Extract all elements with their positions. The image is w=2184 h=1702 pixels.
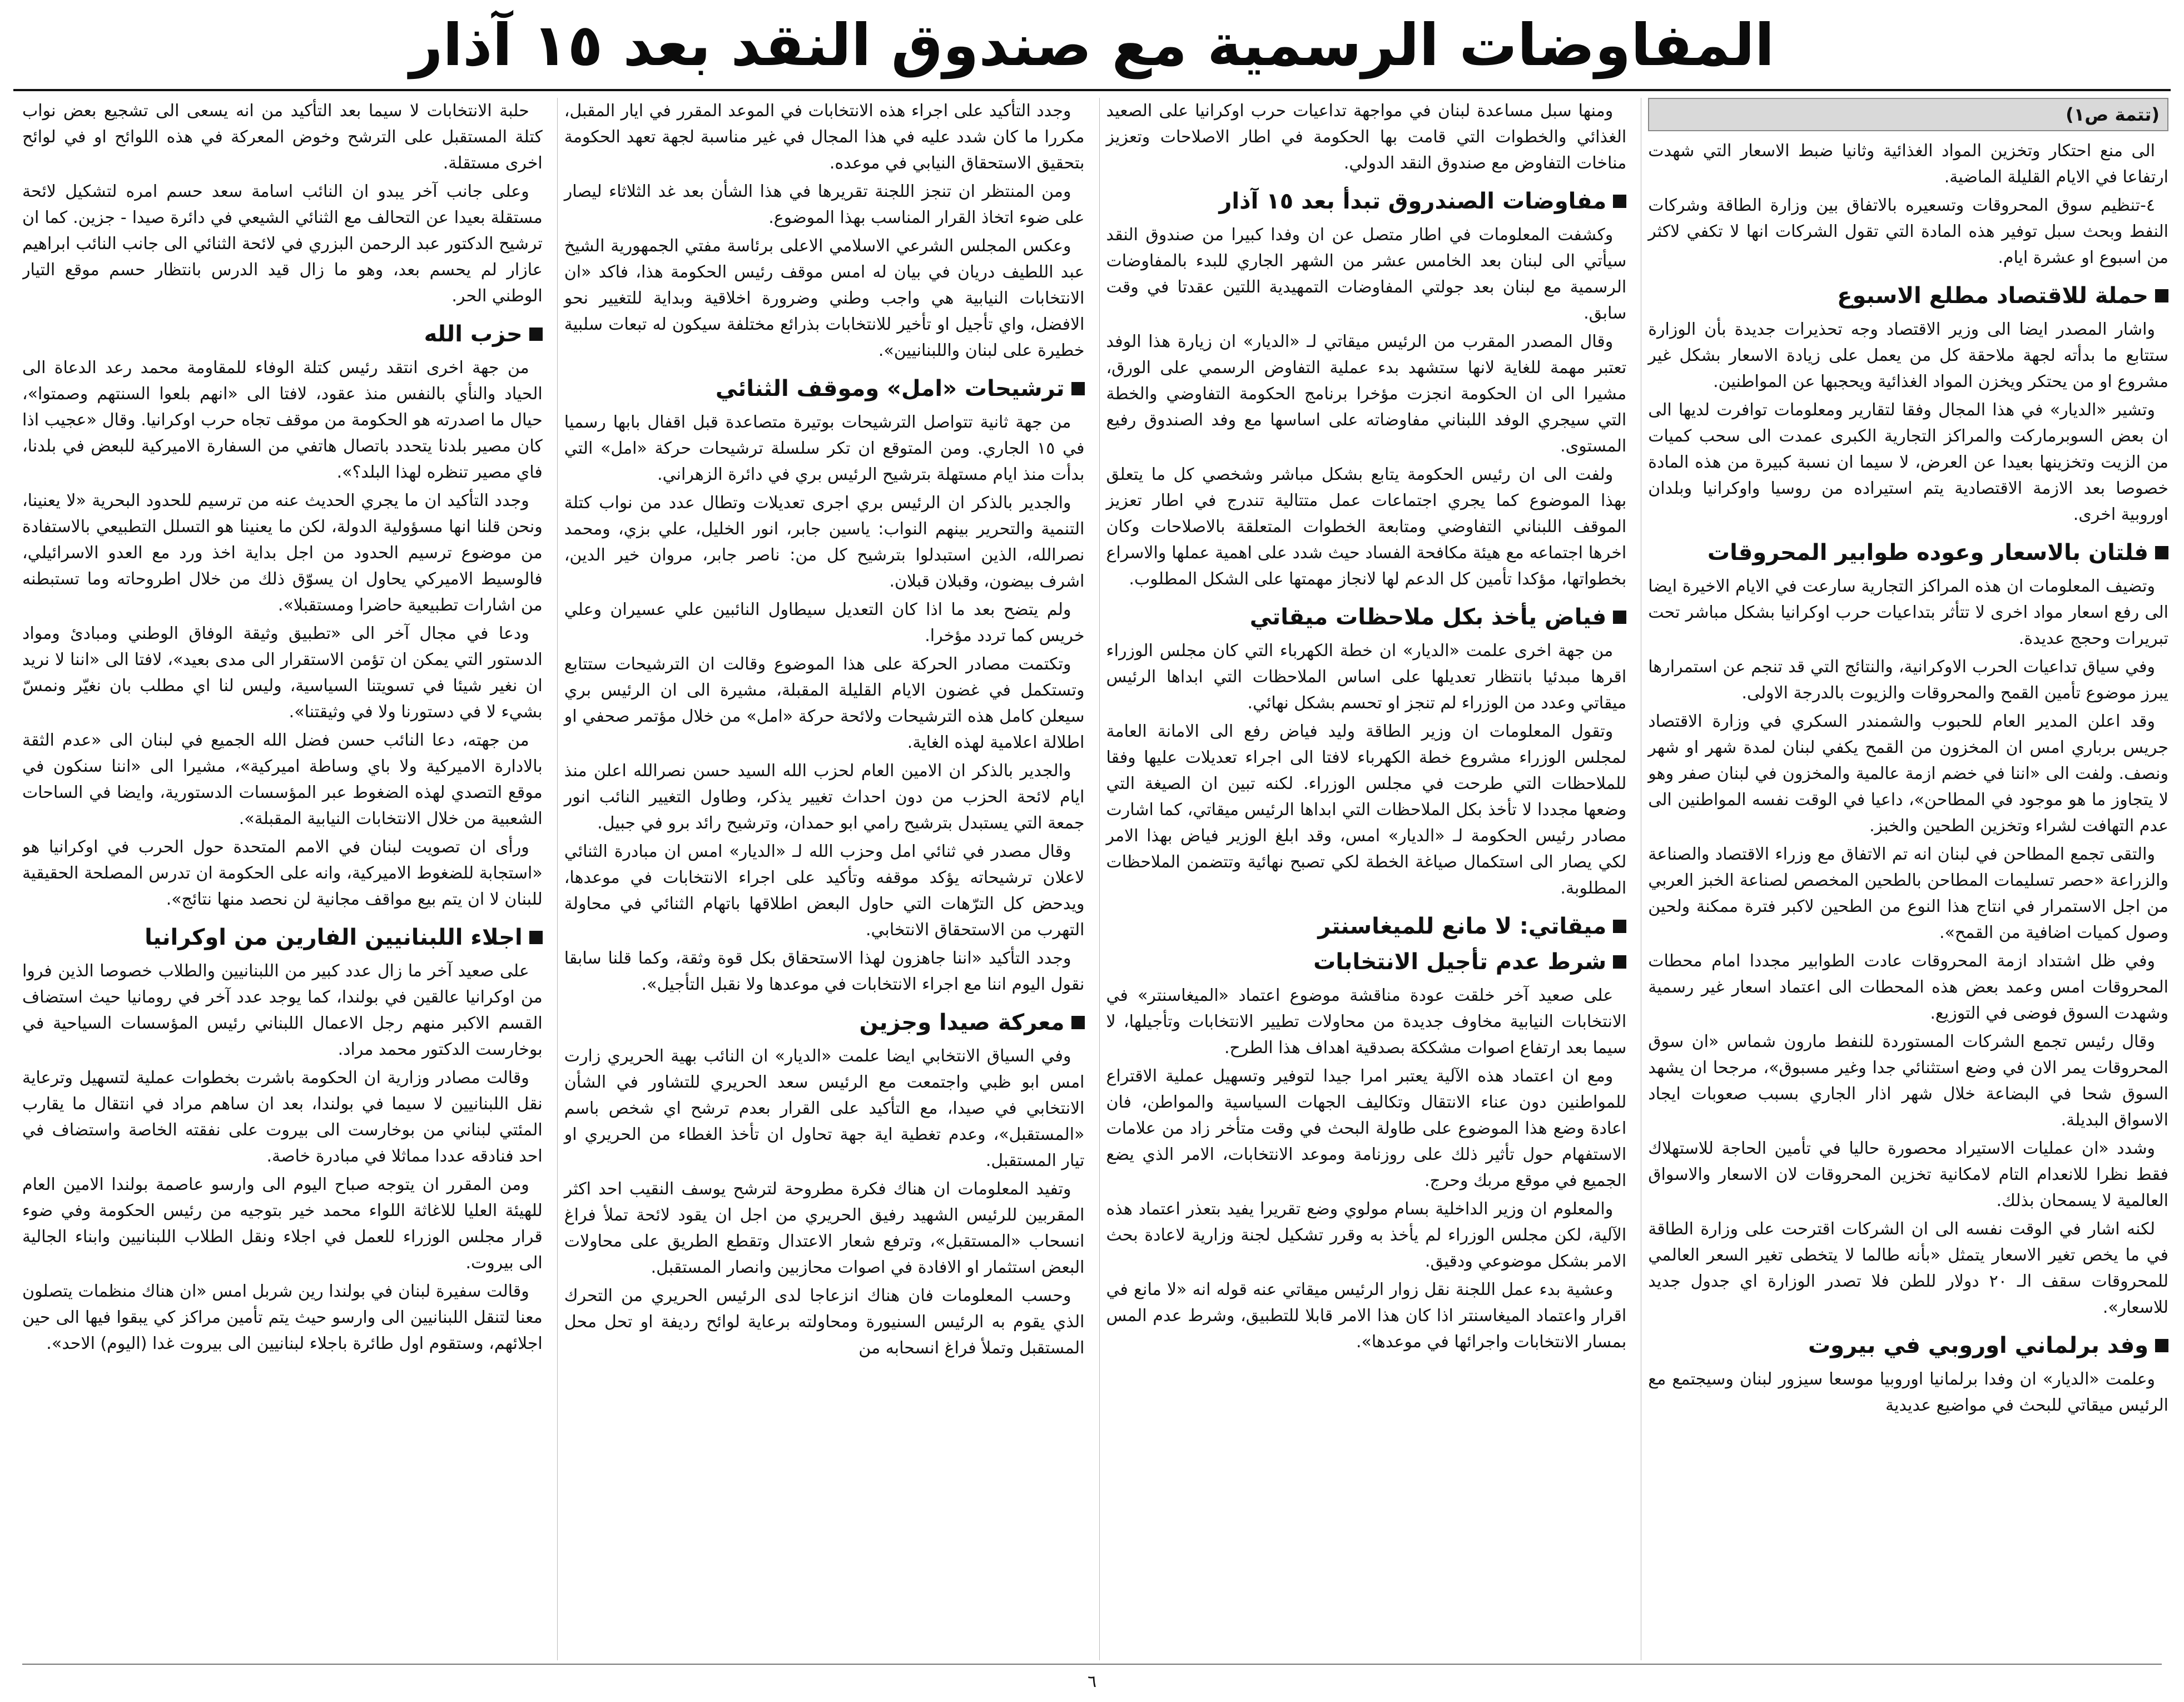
square-bullet-icon <box>1071 1016 1085 1029</box>
section-heading-text: وفد برلماني اوروبي في بيروت <box>1808 1333 2148 1358</box>
section-heading-text: فياض يأخذ بكل ملاحظات ميقاتي <box>1249 604 1607 630</box>
section-heading-text: ترشيحات «امل» وموقف الثنائي <box>715 376 1065 401</box>
paragraph: وتفيد المعلومات ان هناك فكرة مطروحة لترشح يوسف النقيب احد اكثر المقربين للرئيس الشهيد رفيق الحريري من اجل ان يقود لائحة تملأ فراغ انسحاب «المستقبل»، وترفع شعار الاعتدال وتقطع الطريق على محاولات البعض استثمار او الافادة في اصوات محازبين وانصار المستقبل. <box>564 1179 1085 1277</box>
paragraph: وقالت مصادر وزارية ان الحكومة باشرت بخطوات عملية لتسهيل وترعاية نقل اللبنانيين لا سيما في بولندا، بعد ان ساهم مراد في انتقال ما يقارب المئتي لبناني من بوخارست الى بيروت على نفقته الخاصة واستضاف في احد فنادقه عددا مماثلا في مبادرة خاصة. <box>22 1068 543 1166</box>
section-heading <box>1648 538 2168 568</box>
square-bullet-icon <box>1613 611 1626 624</box>
continuation-label: (تتمة ص١) <box>1648 98 2168 131</box>
paragraph: ومن المقرر ان يتوجه صباح اليوم الى وارسو عاصمة بولندا الامين العام للهيئة العليا للاغاثة اللواء محمد خير بتوجيه من رئيس الحكومة وفي ضوء قرار مجلس الوزراء للعمل في اجلاء ونقل الطلاب اللبنانيين وابناء الجالية الى بيروت. <box>22 1175 543 1273</box>
section-heading <box>564 1008 1085 1038</box>
square-bullet-icon <box>2155 1339 2168 1352</box>
headline-rule <box>13 89 2171 91</box>
section-heading-text: شرط عدم تأجيل الانتخابات <box>1313 949 1607 975</box>
square-bullet-icon <box>1071 382 1085 395</box>
section-heading <box>1106 911 1627 941</box>
paragraph: ورأى ان تصويت لبنان في الامم المتحدة حول الحرب في اوكرانيا هو «استجابة للضغوط الاميركية، وانه على الحكومة ان تدرس المصلحة الحقيقية للبنان لا ان يتم بيع مواقف مجانية لن نحصد منها نتائج». <box>22 837 543 909</box>
paragraph: وعلمت «الديار» ان وفدا برلمانيا اوروبيا موسعا سيزور لبنان وسيجتمع مع الرئيس ميقاتي للبحث في مواضيع عديدية <box>1648 1369 2168 1415</box>
paragraph: وشدد «ان عمليات الاستيراد محصورة حاليا في تأمين الحاجة للاستهلاك فقط نظرا للانعدام التام لامكانية تخزين المحروقات لان الاسعار والاسواق العالمية لا يسمحان بذلك. <box>1648 1139 2168 1210</box>
paragraph: ٤-تنظيم سوق المحروقات وتسعيره بالاتفاق بين وزارة الطاقة وشركات النفط وبحث سبل توفير هذه المادة التي تقول الشركات انها لا تكفي لاكثر من اسبوع او عشرة ايام. <box>1648 196 2168 267</box>
paragraph: وعلى جانب آخر يبدو ان النائب اسامة سعد حسم امره لتشكيل لائحة مستقلة بعيدا عن التحالف مع الثنائي الشيعي في دائرة صيدا - جزين. كما ان ترشيح الدكتور عبد الرحمن البزري في لائحة الثنائي الى جانب النائب ابراهيم عازار لم يحسم بعد، وهو ما زال قيد الدرس بانتظار حسم موقع التيار الوطني الحر. <box>22 182 543 306</box>
paragraph: حلبة الانتخابات لا سيما بعد التأكيد من انه يسعى الى تشجيع بعض نواب كتلة المستقبل على الترشح وخوض المعركة في هذه اللوائح او في لوائح اخرى مستقلة. <box>22 101 543 173</box>
paragraph: ومن المنتظر ان تنجز اللجنة تقريرها في هذا الشأن بعد غد الثلاثاء ليصار على ضوء اتخاذ القرار المناسب بهذا الموضوع. <box>564 182 1085 227</box>
column-1 <box>1641 98 2168 1660</box>
square-bullet-icon <box>1613 195 1626 208</box>
section-heading <box>1106 947 1627 977</box>
paragraph: ومع ان اعتماد هذه الآلية يعتبر امرا جيدا لتوفير وتسهيل عملية الاقتراع للمواطنين دون عناء الانتقال وتكاليف الجهات السياسية والمواطن، فان اعادة وضع هذا الموضوع على طاولة البحث في وقت متأخر زاد من علامات الاستفهام حول تأثير ذلك على روزنامة وموعد الانتخابات، الامر الذي يضع الجميع في موقع مربك وحرج. <box>1106 1066 1627 1190</box>
square-bullet-icon <box>2155 546 2168 559</box>
paragraph: والتقى تجمع المطاحن في لبنان انه تم الاتفاق مع وزراء الاقتصاد والصناعة والزراعة «حصر تسليمات المطاحن بالطحين المخصص لصناعة الخبز العربي من اجل الاستمرار في انتاج هذا النوع من الطحين لاكبر فترة ممكنة ولحين وصول كميات اضافية من القمح». <box>1648 845 2168 942</box>
section-heading-text: مفاوضات الصندروق تبدأ بعد ١٥ آذار <box>1219 188 1607 214</box>
section-heading <box>22 922 543 952</box>
paragraph: وتقول المعلومات ان وزير الطاقة وليد فياض رفع الى الامانة العامة لمجلس الوزراء مشروع خطة الكهرباء لافتا الى اجراء تعديلات عليها وفقا للملاحظات التي طرحت في مجلس الوزراء. لكنه تبين ان الصيغة التي وضعها مجددا لا تأخذ بكل الملاحظات التي ابداها الرئيس ميقاتي، كما اشارت مصادر رئيس الحكومة لـ «الديار» امس، وقد ابلغ الوزير فياض بهذا الامر لكي يصار الى استكمال صياغة الخطة لكي تصبح نهائية وتتضمن الملاحظات المطلوبة. <box>1106 722 1627 898</box>
square-bullet-icon <box>1613 920 1626 933</box>
paragraph: وتكتمت مصادر الحركة على هذا الموضوع وقالت ان الترشيحات ستتابع وتستكمل في غضون الايام القليلة المقبلة، مشيرة الى ان الرئيس بري سيعلن كامل هذه الترشيحات ولائحة حركة «امل» من خلال مؤتمر صحفي او اطلالة اعلامية لهذه الغاية. <box>564 654 1085 752</box>
paragraph: وتضيف المعلومات ان هذه المراكز التجارية سارعت في الايام الاخيرة ايضا الى رفع اسعار مواد اخرى لا تتأثر بتداعيات حرب اوكرانيا بشكل مباشر تحت تبريرات وحجج عديدة. <box>1648 577 2168 648</box>
square-bullet-icon <box>1613 955 1626 969</box>
square-bullet-icon <box>2155 289 2168 302</box>
paragraph: ودعا في مجال آخر الى «تطبيق وثيقة الوفاق الوطني ومبادئ ومواد الدستور التي يمكن ان تؤمن الاستقرار الى مدى بعيد»، لافتا الى «اننا لا نريد ان نغير شيئا في تسويتنا السياسية، وليس لنا اي مطلب بان نغيّر ونمسّ بشيء لا في دستورنا ولا في وثيقتنا». <box>22 624 543 722</box>
paragraph: وفي سياق تداعيات الحرب الاوكرانية، والنتائج التي قد تنجم عن استمرارها يبرز موضوع تأمين القمح والمحروقات والزيوت بالدرجة الاولى. <box>1648 657 2168 703</box>
page-headline: المفاوضات الرسمية مع صندوق النقد بعد ١٥ آذار <box>409 11 1775 79</box>
section-heading-text: اجلاء اللبنانيين الفارين من اوكرانيا <box>145 925 523 950</box>
column-4 <box>22 98 543 1660</box>
page-number: ٦ <box>1087 1672 1097 1691</box>
section-heading <box>1648 281 2168 311</box>
paragraph: من جهة اخرى انتقد رئيس كتلة الوفاء للمقاومة محمد رعد الدعاة الى الحياد والنأي بالنفس منذ عقود، لافتا الى «انهم بلعوا السنتهم وصمتوا»، حيال ما اصدرته هو الحكومة من موقف تجاه حرب اوكرانيا. وقال «عجيب اذا كان مصير بلدنا يتحدد باتصال هاتفي من السفارة الاميركية للبعض في بلدنا، فاي مصير تنظره لهذا البلد؟». <box>22 358 543 482</box>
section-heading-text: حزب الله <box>424 321 523 347</box>
paragraph: من جهة اخرى علمت «الديار» ان خطة الكهرباء التي كان مجلس الوزراء اقرها مبدئيا بانتظار تعديلها على اساس الملاحظات التي ابداها الرئيس ميقاتي وعدد من الوزراء لم تنجز او تحسم بشكل نهائي. <box>1106 641 1627 713</box>
footer-rule <box>22 1664 2162 1665</box>
section-heading <box>1648 1331 2168 1361</box>
paragraph: ولفت الى ان رئيس الحكومة يتابع بشكل مباشر وشخصي كل ما يتعلق بهذا الموضوع كما يجري اجتماعات عمل متتالية تندرج في اطار تعزيز الموقف اللبناني التفاوضي ومتابعة الخطوات المتعلقة بالاصلاحات وكان اخرها اجتماعه مع هيئة مكافحة الفساد حيث شدد على اهمية عملها والاسراع بخطواتها، مؤكدا تأمين كل الدعم لها لانجاز مهمتها على الشكل المطلوب. <box>1106 465 1627 589</box>
square-bullet-icon <box>529 931 543 944</box>
section-heading <box>1106 602 1627 632</box>
paragraph: وقال المصدر المقرب من الرئيس ميقاتي لـ «الديار» ان زيارة هذا الوفد تعتبر مهمة للغاية لانها ستشهد بدء عملية التفاوض الرسمي على الورق، مشيرا الى ان الحكومة انجزت مؤخرا برنامج الحكومة التفاوضي والخطة التي سيجري الوفد اللبناني مفاوضاته على اساسها مع وفد الصندوق رفيع المستوى. <box>1106 332 1627 456</box>
paragraph: وفي ظل اشتداد ازمة المحروقات عادت الطوابير مجددا امام محطات المحروقات امس وعمد بعض هذه المحطات الى اعتماد اسعار غير رسمية وشهدت السوق فوضى في التوزيع. <box>1648 951 2168 1023</box>
paragraph: وعشية بدء عمل اللجنة نقل زوار الرئيس ميقاتي عنه قوله انه «لا مانع في اقرار واعتماد الميغاسنتر اذا كان هذا الامر قابلا للتطبيق، وشرط عدم المس بمسار الانتخابات واجرائها في موعدها». <box>1106 1280 1627 1352</box>
paragraph: وتشير «الديار» في هذا المجال وفقا لتقارير ومعلومات توافرت لديها الى ان بعض السوبرماركت والمراكز التجارية الكبرى عمدت الى سحب كميات من الزيت وتخزينها بعيدا عن العرض، لا سيما ان نسبة كبيرة من هذه المادة خصوصا بعد الازمة الاقتصادية يتم استيراده من روسيا واوكرانيا وبلدان اوروبية اخرى. <box>1648 400 2168 524</box>
section-heading-text: معركة صيدا وجزين <box>859 1010 1065 1035</box>
paragraph: وفي السياق الانتخابي ايضا علمت «الديار» ان النائب بهية الحريري زارت امس ابو ظبي واجتمعت مع الرئيس سعد الحريري للتشاور في الشأن الانتخابي في صيدا، مع التأكيد على القرار بعدم ترشح اي شخص باسم «المستقبل»، وعدم تغطية اية جهة تحاول ان تأخذ الغطاء من الحريري او تيار المستقبل. <box>564 1046 1085 1170</box>
paragraph: وقال مصدر في ثنائي امل وحزب الله لـ «الديار» امس ان مبادرة الثنائي لاعلان ترشيحاته يؤكد موقفه وتأكيد على اجراء الانتخابات في موعدها، ويدحض كل الترّهات التي حاول البعض اطلاقها باتهام الثنائي في محاولة التهرب من الاستحقاق الانتخابي. <box>564 842 1085 940</box>
column-2 <box>1099 98 1627 1660</box>
section-heading <box>22 319 543 349</box>
paragraph: وكشفت المعلومات في اطار متصل عن ان وفدا كبيرا من صندوق النقد سيأتي الى لبنان بعد الخامس عشر من الشهر الجاري للبدء بالمفاوضات الرسمية مع لبنان بعد جولتي المفاوضات التمهيدية اللتين عقدتا في وقت سابق. <box>1106 225 1627 323</box>
paragraph: من جهته، دعا النائب حسن فضل الله الجميع في لبنان الى «عدم الثقة بالادارة الاميركية ولا باي وساطة اميركية»، مشيرا الى «اننا سنكون في موقع التصدي لهذه الضغوط عبر المؤسسات الدستورية، وايضا في الساحات الشعبية من خلال الانتخابات النيابية المقبلة». <box>22 731 543 828</box>
paragraph: وحسب المعلومات فان هناك انزعاجا لدى الرئيس الحريري من التحرك الذي يقوم به الرئيس السنيورة ومحاولته برعاية لوائح رديفة او تحل محل المستقبل وتملأ فراغ انسحابه من <box>564 1286 1085 1358</box>
paragraph: والمعلوم ان وزير الداخلية بسام مولوي وضع تقريرا يفيد بتعذر اعتماد هذه الآلية، لكن مجلس الوزراء لم يأخذ به وقرر تشكيل لجنة وزارية لاعادة بحث الامر بشكل موضوعي ودقيق. <box>1106 1199 1627 1271</box>
paragraph: وعكس المجلس الشرعي الاسلامي الاعلى برئاسة مفتي الجمهورية الشيخ عبد اللطيف دريان في بيان له امس موقف رئيس الحكومة هذا، فاكد «ان الانتخابات النيابية هي واجب وطني وضرورة اخلاقية وبداية للتغيير نحو الافضل، واي تأجيل او تأخير للانتخابات بذرائع مختلفة سيكون له تبعات سلبية خطيرة على لبنان واللبنانيين». <box>564 236 1085 360</box>
paragraph: على صعيد آخر ما زال عدد كبير من اللبنانيين والطلاب خصوصا الذين فروا من اوكرانيا عالقين في بولندا، كما يوجد عدد آخر في رومانيا حيث استضاف القسم الاكبر منهم رجل الاعمال اللبناني رئيس المؤسسات السياحية في بوخارست الدكتور محمد مراد. <box>22 961 543 1059</box>
paragraph: الى منع احتكار وتخزين المواد الغذائية وثانيا ضبط الاسعار التي شهدت ارتفاعا في الايام القليلة الماضية. <box>1648 141 2168 187</box>
section-heading-text: حملة للاقتصاد مطلع الاسبوع <box>1837 283 2148 309</box>
paragraph: واشار المصدر ايضا الى وزير الاقتصاد وجه تحذيرات جديدة بأن الوزارة ستتابع ما بدأته لجهة ملاحقة كل من يعمل على زيادة الاسعار بشكل غير مشروع او من يحتكر ويخزن المواد الغذائية ويحجبها عن المواطنين. <box>1648 320 2168 391</box>
paragraph: ولم يتضح بعد ما اذا كان التعديل سيطاول النائبين علي عسيران وعلي خريس كما تردد مؤخرا. <box>564 600 1085 646</box>
article-columns <box>22 98 2168 1660</box>
column-3 <box>557 98 1085 1660</box>
paragraph: وقال رئيس تجمع الشركات المستوردة للنفط مارون شماس «ان سوق المحروقات يمر الان في وضع استثنائي جدا وغير مسبوق»، مرجحا ان يشهد السوق شحا في البضاعة خلال شهر اذار الجاري بسبب صعوبات ايجاد الاسواق البديلة. <box>1648 1032 2168 1130</box>
paragraph: من جهة ثانية تتواصل الترشيحات بوتيرة متصاعدة قبل اقفال بابها رسميا في ١٥ الجاري. ومن المتوقع ان تكر سلسلة ترشيحات حركة «امل» التي بدأت منذ ايام مستهلة بترشيح الرئيس بري في دائرة الزهراني. <box>564 413 1085 484</box>
paragraph: ومنها سبل مساعدة لبنان في مواجهة تداعيات حرب اوكرانيا على الصعيد الغذائي والخطوات التي قامت بها الحكومة في اطار الاصلاحات وتعزيز مناخات التفاوض مع صندوق النقد الدولي. <box>1106 101 1627 173</box>
paragraph: لكنه اشار في الوقت نفسه الى ان الشركات اقترحت على وزارة الطاقة في ما يخص تغير الاسعار يتمثل «بأنه طالما لا يتخطى تغير السعر العالمي للمحروقات سقف الـ ٢٠ دولار للطن فلا تصدر الوزارة اي جدول جديد للاسعار». <box>1648 1219 2168 1317</box>
paragraph: وجدد التأكيد على اجراء هذه الانتخابات في الموعد المقرر في ايار المقبل، مكررا ما كان شدد عليه في هذا المجال في غير مناسبة لجهة تعهد الحكومة بتحقيق الاستحقاق النيابي في موعده. <box>564 101 1085 173</box>
section-heading-text: فلتان بالاسعار وعوده طوابير المحروقات <box>1707 540 2148 565</box>
paragraph: والجدير بالذكر ان الرئيس بري اجرى تعديلات وتطال عدد من نواب كتلة التنمية والتحرير بينهم النواب: ياسين جابر، انور الخليل، علي بزي، ومحمد نصرالله، الذين استبدلوا بترشيح كل من: ناصر جابر، مروان خير الدين، اشرف بيضون، وقبلان قبلان. <box>564 493 1085 591</box>
square-bullet-icon <box>529 328 543 341</box>
paragraph: وجدد التأكيد «اننا جاهزون لهذا الاستحقاق بكل قوة وثقة، وكما قلنا سابقا نقول اليوم اننا مع اجراء الانتخابات في موعدها ولا نقبل التأجيل». <box>564 949 1085 994</box>
section-heading <box>564 374 1085 404</box>
section-heading <box>1106 186 1627 216</box>
paragraph: على صعيد آخر خلقت عودة مناقشة موضوع اعتماد «الميغاسنتر» في الانتخابات النيابية مخاوف جديدة من محاولات تطيير الانتخابات وتأجيلها، لا سيما بعد ارتفاع اصوات مشككة بصدقية اهداف هذا الطرح. <box>1106 986 1627 1058</box>
paragraph: وقد اعلن المدير العام للحبوب والشمندر السكري في وزارة الاقتصاد جريس برباري امس ان المخزون من القمح يكفي لبنان لمدة شهر او شهر ونصف. ولفت الى «اننا في خضم ازمة عالمية والمخزون في لبنان صفر وهو لا يتجاوز ما هو موجود في المطاحن»، داعيا في الوقت نفسه المواطنين الى عدم التهافت لشراء وتخزين الطحين والخبز. <box>1648 712 2168 836</box>
paragraph: وجدد التأكيد ان ما يجري الحديث عنه من ترسيم للحدود البحرية «لا يعنينا، ونحن قلنا انها مسؤولية الدولة، لكن ما يعنينا هو التسلل التطبيعي بالاستفادة من موضوع ترسيم الحدود من اجل بداية اخذ ورد مع العدو الاسرائيلي، فالوسيط الاميركي يحاول ان يسوّق ذلك من خلال اطروحاته وما تستبطنه من اشارات تطبيعية حاضرا ومستقبلا». <box>22 491 543 615</box>
section-heading-text: ميقاتي: لا مانع للميغاسنتر <box>1318 914 1607 939</box>
paragraph: وقالت سفيرة لبنان في بولندا رين شربل امس «ان هناك منظمات يتصلون معنا لتنقل اللبنانيين الى وارسو حيث يتم تأمين مراكز كي يبقوا فيها الى حين اجلائهم، وستقوم اول طائرة باجلاء لبنانيين الى بيروت غدا (اليوم) الاحد». <box>22 1282 543 1353</box>
paragraph: والجدير بالذكر ان الامين العام لحزب الله السيد حسن نصرالله اعلن منذ ايام لائحة الحزب من دون احداث تغيير يذكر، وطاول التغيير النائب انور جمعة التي يستبدل بترشيح رامي ابو حمدان، وترشيح رائد برو في جبيل. <box>564 761 1085 833</box>
